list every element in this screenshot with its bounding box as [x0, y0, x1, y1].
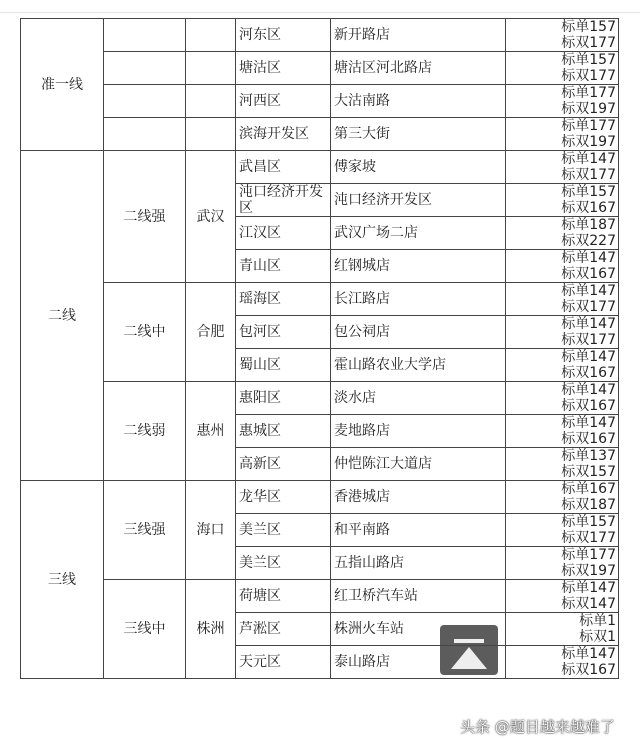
district-cell: 美兰区	[236, 547, 331, 580]
single-room-price: 标单147	[561, 151, 616, 167]
district-cell: 龙华区	[236, 481, 331, 514]
table-row	[21, 151, 619, 184]
price-cell	[506, 19, 619, 52]
store-cell: 塘沽区河北路店	[331, 52, 506, 85]
price-cell	[506, 415, 619, 448]
single-room-price: 标单147	[561, 415, 616, 431]
district-cell: 天元区	[236, 646, 331, 679]
double-room-price: 标双197	[561, 134, 616, 150]
table-row	[21, 52, 619, 85]
double-room-price: 标双167	[561, 398, 616, 414]
store-cell: 和平南路	[331, 514, 506, 547]
double-room-price: 标双167	[561, 200, 616, 216]
single-room-price: 标单167	[561, 481, 616, 497]
single-room-price: 标单157	[561, 19, 616, 35]
subtier-cell: 二线弱	[104, 382, 186, 481]
store-cell: 傅家坡	[331, 151, 506, 184]
store-cell: 红卫桥汽车站	[331, 580, 506, 613]
back-to-top-icon	[454, 639, 484, 643]
price-cell	[506, 217, 619, 250]
district-cell: 芦淞区	[236, 613, 331, 646]
divider	[0, 12, 640, 13]
double-room-price: 标双157	[561, 464, 616, 480]
store-cell: 大沽南路	[331, 85, 506, 118]
city-cell: 惠州	[186, 382, 236, 481]
price-cell	[506, 481, 619, 514]
price-cell	[506, 250, 619, 283]
tier-cell: 准一线	[21, 19, 104, 151]
single-room-price: 标单177	[561, 547, 616, 563]
price-cell	[506, 349, 619, 382]
single-room-price: 标单147	[561, 349, 616, 365]
district-cell: 惠城区	[236, 415, 331, 448]
subtier-cell: 三线中	[104, 580, 186, 679]
double-room-price: 标双177	[561, 530, 616, 546]
city-cell: 武汉	[186, 151, 236, 283]
double-room-price: 标双167	[561, 266, 616, 282]
single-room-price: 标单157	[561, 184, 616, 200]
arrow-up-icon	[451, 647, 487, 669]
store-cell: 长江路店	[331, 283, 506, 316]
double-room-price: 标双177	[561, 299, 616, 315]
subtier-cell	[104, 85, 186, 118]
price-cell	[506, 52, 619, 85]
table-row	[21, 85, 619, 118]
store-cell: 红钢城店	[331, 250, 506, 283]
single-room-price: 标单157	[561, 514, 616, 530]
price-cell	[506, 184, 619, 217]
double-room-price: 标双1	[579, 629, 616, 645]
district-cell: 荷塘区	[236, 580, 331, 613]
city-cell: 海口	[186, 481, 236, 580]
store-cell: 淡水店	[331, 382, 506, 415]
city-cell	[186, 118, 236, 151]
price-cell	[506, 547, 619, 580]
double-room-price: 标双177	[561, 332, 616, 348]
single-room-price: 标单157	[561, 52, 616, 68]
district-cell: 滨海开发区	[236, 118, 331, 151]
tier-cell: 三线	[21, 481, 104, 679]
single-room-price: 标单137	[561, 448, 616, 464]
store-cell: 香港城店	[331, 481, 506, 514]
double-room-price: 标双177	[561, 167, 616, 183]
store-cell: 泰山路店	[331, 646, 506, 679]
double-room-price: 标双177	[561, 35, 616, 51]
double-room-price: 标双167	[561, 431, 616, 447]
table-row	[21, 481, 619, 514]
table-row	[21, 19, 619, 52]
price-cell	[506, 613, 619, 646]
city-cell: 合肥	[186, 283, 236, 382]
price-cell	[506, 118, 619, 151]
table-row	[21, 580, 619, 613]
table-row	[21, 118, 619, 151]
double-room-price: 标双197	[561, 101, 616, 117]
subtier-cell	[104, 52, 186, 85]
district-cell: 包河区	[236, 316, 331, 349]
store-cell: 霍山路农业大学店	[331, 349, 506, 382]
store-cell: 新开路店	[331, 19, 506, 52]
city-cell	[186, 85, 236, 118]
district-cell: 江汉区	[236, 217, 331, 250]
district-cell: 河东区	[236, 19, 331, 52]
district-cell: 蜀山区	[236, 349, 331, 382]
city-cell	[186, 52, 236, 85]
double-room-price: 标双177	[561, 68, 616, 84]
double-room-price: 标双167	[561, 365, 616, 381]
single-room-price: 标单177	[561, 85, 616, 101]
single-room-price: 标单147	[561, 646, 616, 662]
price-cell	[506, 85, 619, 118]
city-cell: 株洲	[186, 580, 236, 679]
price-cell	[506, 448, 619, 481]
store-cell: 武汉广场二店	[331, 217, 506, 250]
subtier-cell	[104, 19, 186, 52]
single-room-price: 标单1	[579, 613, 616, 629]
price-cell	[506, 580, 619, 613]
store-cell: 第三大街	[331, 118, 506, 151]
store-cell: 株洲火车站	[331, 613, 506, 646]
single-room-price: 标单147	[561, 580, 616, 596]
single-room-price: 标单147	[561, 250, 616, 266]
store-cell: 麦地路店	[331, 415, 506, 448]
price-cell	[506, 283, 619, 316]
subtier-cell: 三线强	[104, 481, 186, 580]
double-room-price: 标双187	[561, 497, 616, 513]
price-cell	[506, 514, 619, 547]
double-room-price: 标双227	[561, 233, 616, 249]
watermark: 头条 @题目越来越难了	[460, 718, 615, 736]
single-room-price: 标单147	[561, 283, 616, 299]
table-row	[21, 382, 619, 415]
tier-cell: 二线	[21, 151, 104, 481]
district-cell: 沌口经济开发区	[236, 184, 331, 217]
district-cell: 塘沽区	[236, 52, 331, 85]
price-cell	[506, 646, 619, 679]
district-cell: 惠阳区	[236, 382, 331, 415]
store-cell: 仲恺陈江大道店	[331, 448, 506, 481]
double-room-price: 标双147	[561, 596, 616, 612]
single-room-price: 标单187	[561, 217, 616, 233]
price-cell	[506, 382, 619, 415]
subtier-cell: 二线中	[104, 283, 186, 382]
subtier-cell: 二线强	[104, 151, 186, 283]
double-room-price: 标双197	[561, 563, 616, 579]
single-room-price: 标单177	[561, 118, 616, 134]
district-cell: 高新区	[236, 448, 331, 481]
double-room-price: 标双167	[561, 662, 616, 678]
store-cell: 包公祠店	[331, 316, 506, 349]
district-cell: 武昌区	[236, 151, 331, 184]
hotel-price-table	[20, 18, 619, 679]
subtier-cell	[104, 118, 186, 151]
district-cell: 青山区	[236, 250, 331, 283]
single-room-price: 标单147	[561, 316, 616, 332]
table-row	[21, 283, 619, 316]
back-to-top-button[interactable]	[440, 625, 498, 675]
district-cell: 河西区	[236, 85, 331, 118]
price-cell	[506, 316, 619, 349]
store-cell: 五指山路店	[331, 547, 506, 580]
single-room-price: 标单147	[561, 382, 616, 398]
district-cell: 瑶海区	[236, 283, 331, 316]
city-cell	[186, 19, 236, 52]
price-cell	[506, 151, 619, 184]
store-cell: 沌口经济开发区	[331, 184, 506, 217]
district-cell: 美兰区	[236, 514, 331, 547]
